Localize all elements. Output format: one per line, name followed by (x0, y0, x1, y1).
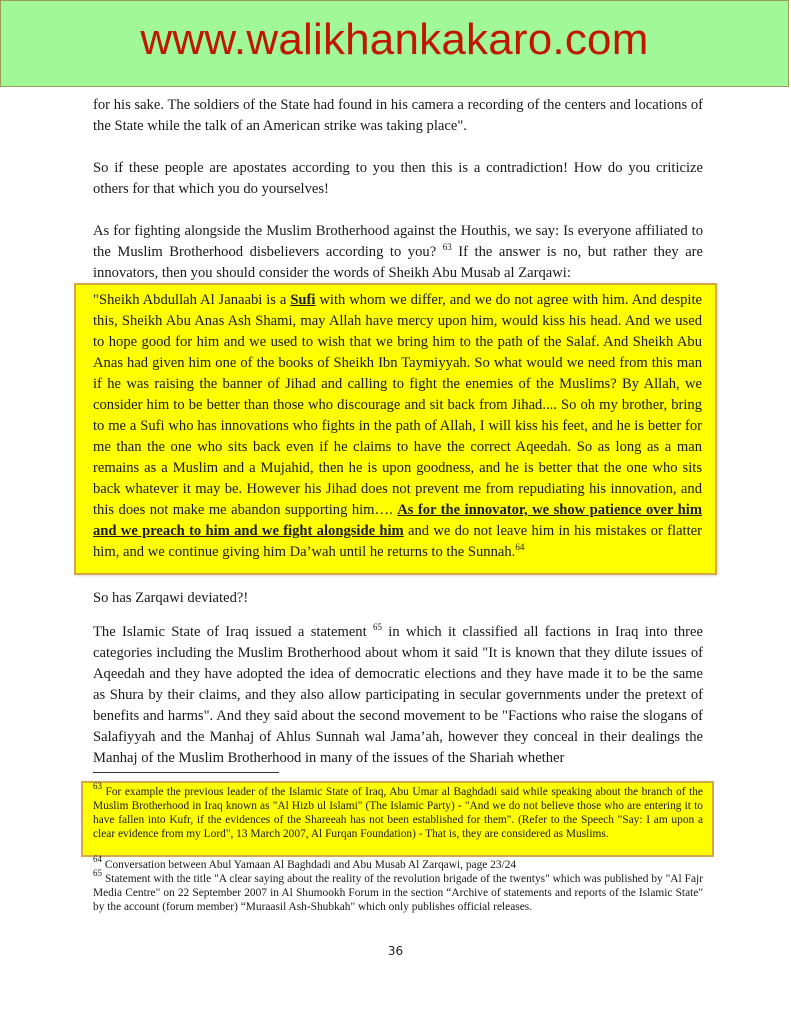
paragraph-text: for his sake. The soldiers of the State had found in his camera a recording of the centers and locations of the State while the talk of an American strike was taking place". (93, 97, 703, 134)
footnote-64 (93, 854, 703, 872)
footnote-ref-65[interactable]: 65 (372, 622, 382, 632)
footnote-65 (93, 868, 703, 914)
paragraph-text (93, 221, 703, 284)
paragraph-text: So if these people are apostates according to you then this is a contradiction! How do you criticize others for that which you do yourselves! (93, 160, 703, 197)
paragraph-zarqawi-question (93, 588, 703, 609)
paragraph-text (93, 622, 703, 769)
footnote-63 (93, 781, 703, 841)
paragraph-muslim-brotherhood (93, 221, 703, 284)
website-banner (0, 0, 789, 87)
text-span: As for fighting alongside the Muslim Brotherhood against the Houthis, we say: Is everyone affiliated to the Muslim Brotherhood disbelievers according to you? (93, 223, 703, 260)
quote-emphasis-sufi: Sufi (290, 292, 316, 308)
text-span: in which it classified all factions in Iraq into three categories including the Muslim Brotherhood about whom it said "It is known that they dilute issues of Aqeedah and they have adopted the idea of democratic elections and they have made it to be the same as Shura by their claims, and they also allow participating in secular governments under the pretext of benefits and harms". And they said about the second movement to be "Factions who raise the slogans of Salafiyyah and the Manhaj of Ahlus Sunnah wal Jama’ah, however they conceal in their dealings the Manhaj of the Muslim Brotherhood in many of the issues of the Shariah whether (93, 624, 703, 766)
footnote-ref-63[interactable]: 63 (442, 242, 452, 252)
footnote-text: Conversation between Abul Yamaan Al Baghdadi and Abu Musab Al Zarqawi, page 23/24 (102, 859, 517, 871)
footnote-number: 63 (93, 781, 102, 791)
page-number: 36 (387, 944, 404, 958)
quote-text: and we do not leave him in his mistakes or flatter him, and we continue giving him Da’wah until he returns to the Sunnah. (93, 523, 703, 560)
paragraph-contradiction (93, 158, 703, 200)
footnote-number: 64 (93, 854, 102, 864)
text-span: The Islamic State of Iraq issued a statement (93, 624, 367, 640)
footnote-separator (93, 772, 279, 773)
footnote-text: For example the previous leader of the Islamic State of Iraq, Abu Umar al Baghdadi said while speaking about the branch of the Muslim Brotherhood in Iraq known as "Al Hizb ul Islami" (The Islamic Party) - "And we do not believe those who are entering it to have fallen into Kufr, if the evidences of the Shareeah has not been established for them". (Refer to the Speech "Say: I am upon a clear evidence from my Lord", 13 March 2007, Al Furqan Foundation) - That is, they are considered as Muslims. (93, 786, 703, 840)
paragraph-islamic-state-statement (93, 622, 703, 769)
quote-text: with whom we differ, and we do not agree with him. And despite this, Sheikh Abu Anas Ash Shami, may Allah have mercy upon him, would kiss his head. And we used to hope good for him and we used to wish that we bring him to the path of the Salaf. And Sheikh Abu Anas had given him one of the books of Sheikh Ibn Taymiyyah. So what would we need from this man if he was raising the banner of Jihad and calling to fight the enemies of the Muslims? By Allah, we consider him to be better than those who discourage and sit back from Jihad.... So oh my brother, bring to me a Sufi who has innovations who fights in the path of Allah, I will kiss his feet, and he is better for me than the one who sits back even if he claims to have the correct Aqeedah. So as long as a man remains as a Muslim and a Mujahid, then he is upon goodness, and he is better that the one who sits back whatever it may be. However his Jihad does not prevent me from repudiating his innovation, and this does not make me abandon supporting him…. (93, 292, 703, 518)
footnote-ref-64[interactable]: 64 (515, 542, 525, 552)
paragraph-text: So has Zarqawi deviated?! (93, 590, 249, 606)
highlighted-footnote-box (81, 781, 714, 857)
quote-text: "Sheikh Abdullah Al Janaabi is a (93, 292, 291, 308)
footnote-number: 65 (93, 868, 102, 878)
zarqawi-quote (93, 290, 702, 563)
quote-emphasis-innovator: As for the innovator, we show patience over him and we preach to him and we fight alongside him (93, 502, 702, 539)
paragraph-continuation (93, 95, 703, 137)
footnote-text: Statement with the title "A clear saying about the reality of the revolution brigade of the twentys" which was published by "Al Fajr Media Centre" on 22 September 2007 in Al Shumookh Forum in the section “Archive of statements and reports of the Islamic State" by the account (forum member) “Muraasil Ash-Shubkah" which only publishes official releases. (93, 873, 703, 913)
highlighted-quote-box (74, 283, 717, 575)
text-span: If the answer is no, but rather they are innovators, then you should consider the words of Sheikh Abu Musab al Zarqawi: (93, 244, 704, 281)
website-url: www.walikhankakaro.com (140, 15, 649, 64)
